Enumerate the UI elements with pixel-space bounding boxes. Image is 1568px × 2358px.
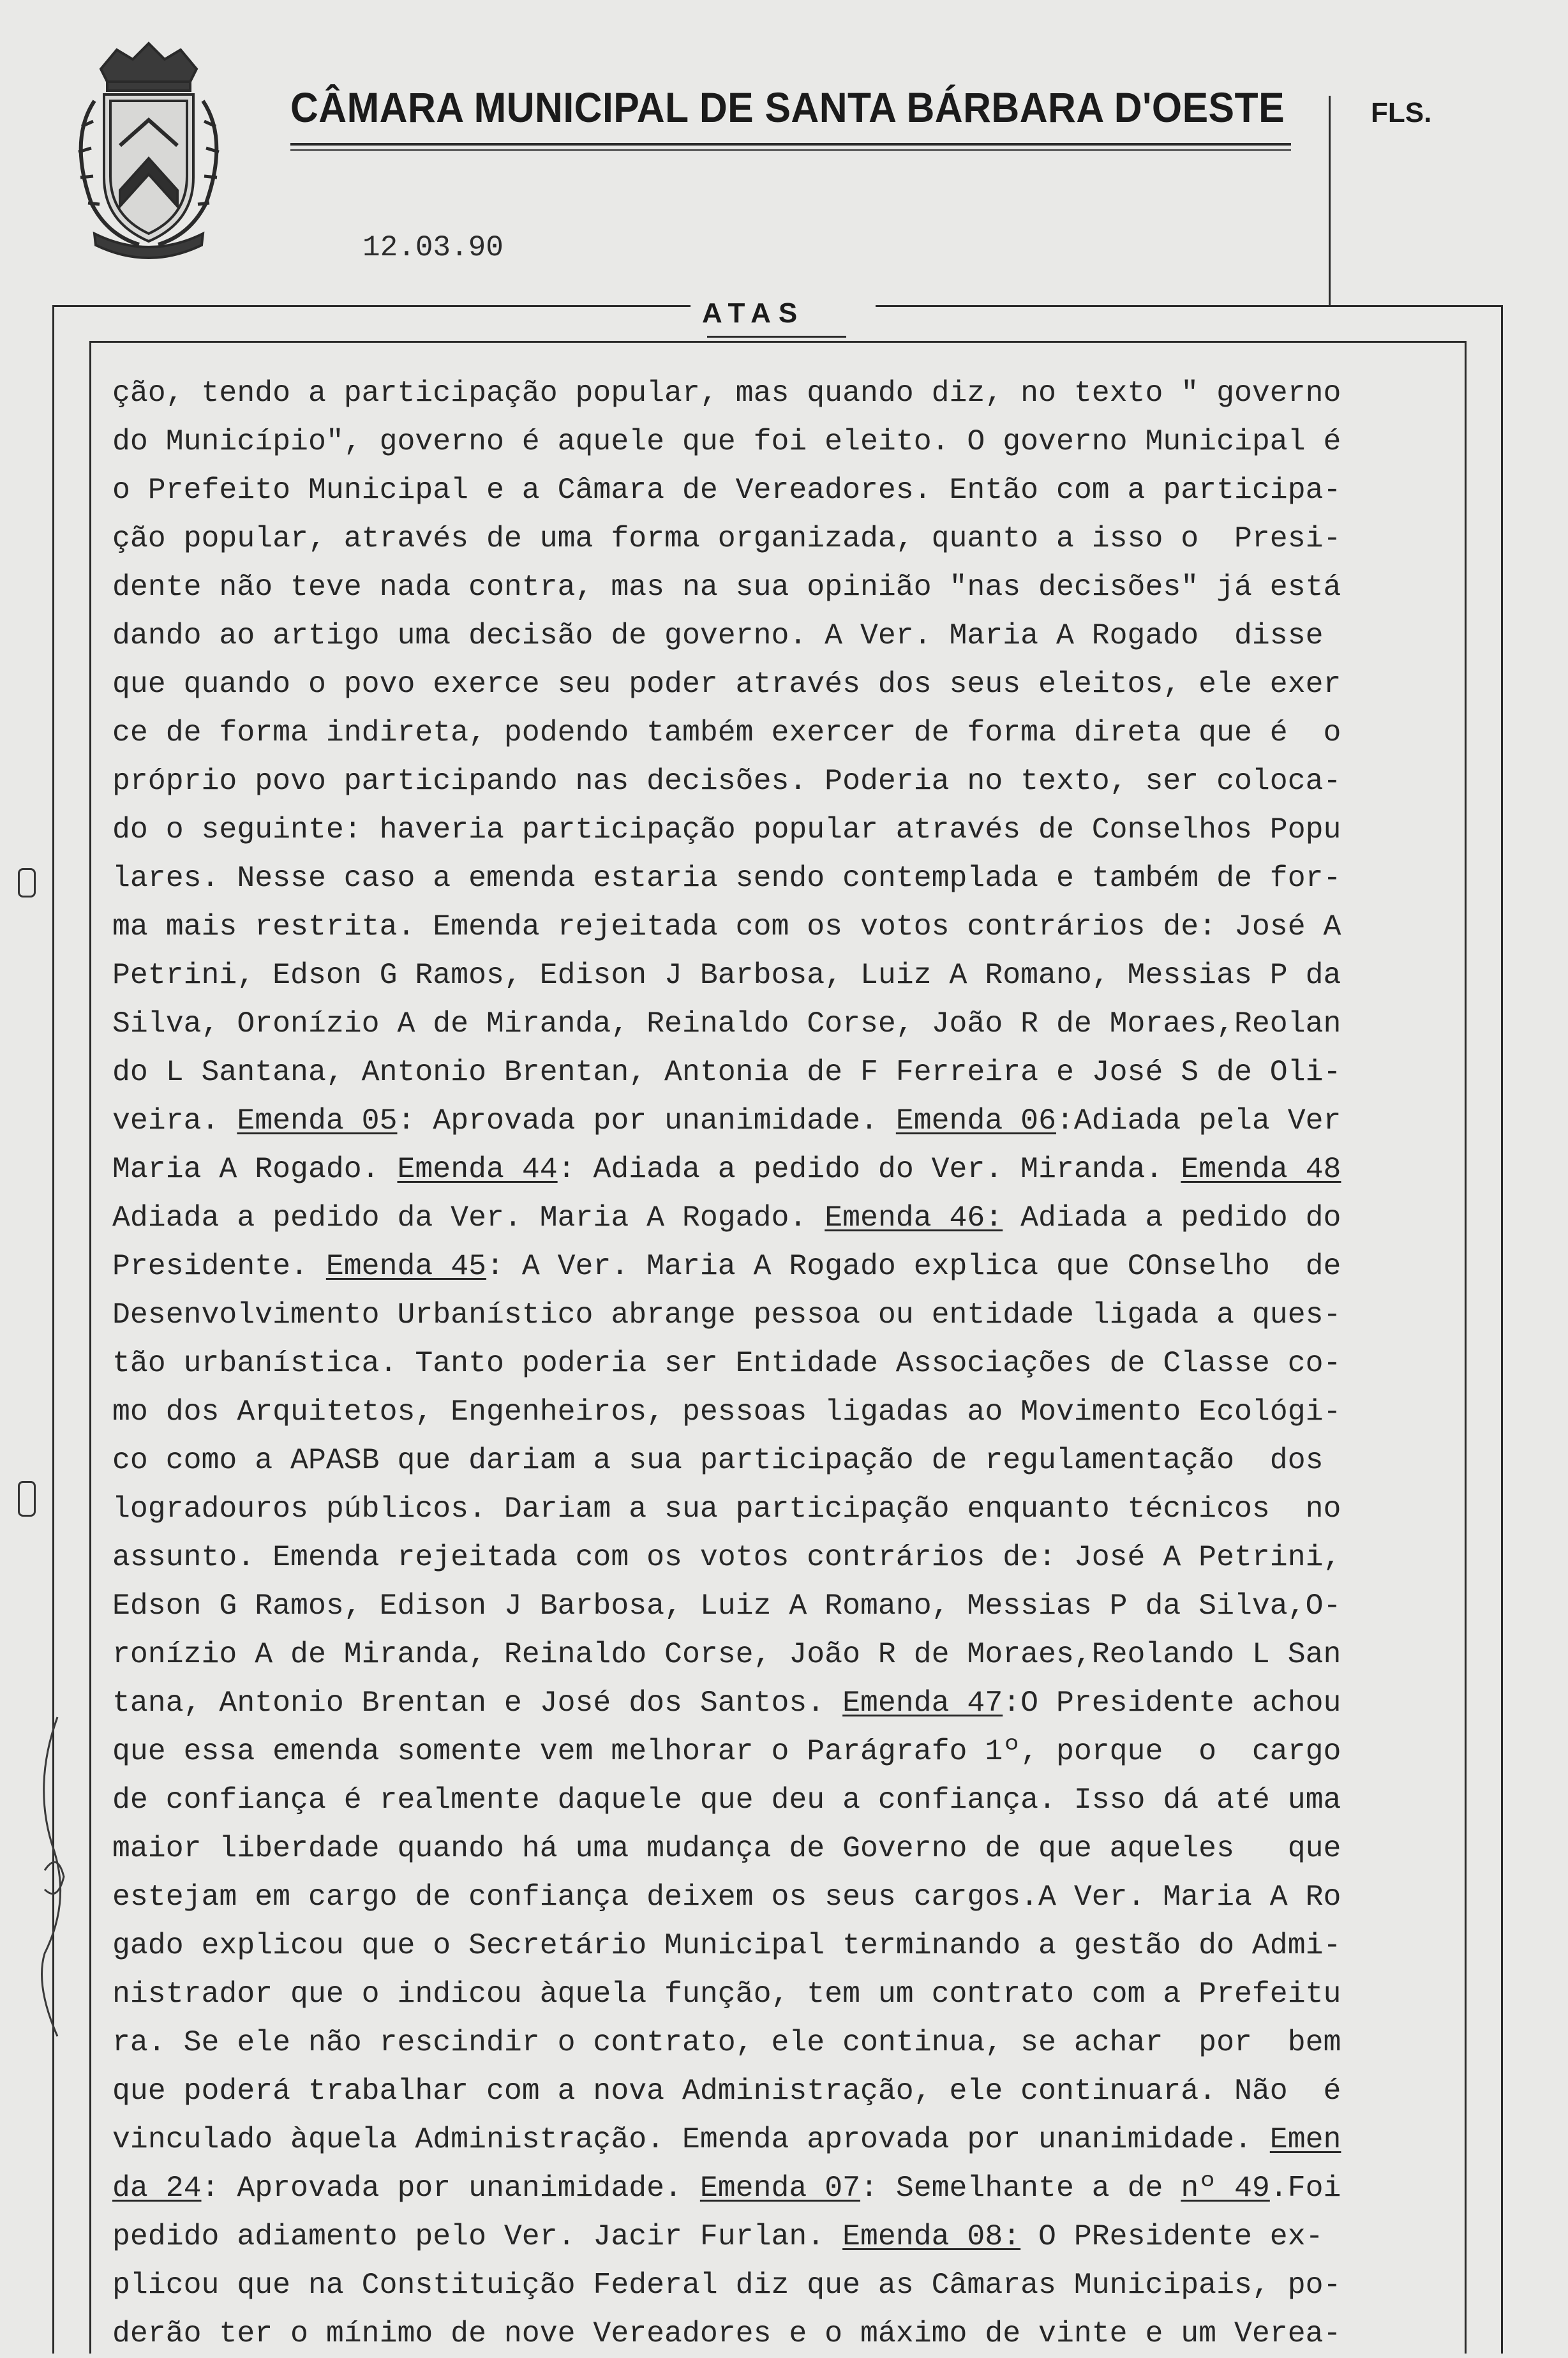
text-line (112, 369, 1459, 417)
text-line (112, 514, 1459, 563)
municipal-crest-icon (56, 31, 241, 260)
text-line (112, 563, 1459, 612)
text-segment: Edson G Ramos, Edison J Barbosa, Luiz A Romano, Messias P da Silva,O- (112, 1589, 1341, 1623)
text-line (112, 1970, 1459, 2018)
section-title-underline (707, 336, 846, 338)
text-segment: ronízio A de Miranda, Reinaldo Corse, João R de Moraes,Reolando L San (112, 1637, 1341, 1671)
text-line (112, 1630, 1459, 1679)
amendment-reference: Emenda 47 (842, 1686, 1003, 1720)
institution-title: CÂMARA MUNICIPAL DE SANTA BÁRBARA D'OESTE (290, 84, 1285, 131)
amendment-reference: Emenda 08: (842, 2219, 1021, 2253)
frame-inner-right (1465, 341, 1467, 2354)
text-segment: dente não teve nada contra, mas na sua opinião "nas decisões" já está (112, 570, 1341, 604)
text-line (112, 1194, 1459, 1242)
text-segment: Maria A Rogado. (112, 1152, 398, 1186)
text-line (112, 854, 1459, 903)
text-segment: gado explicou que o Secretário Municipal terminando a gestão do Admi- (112, 1928, 1341, 1962)
text-segment: veira. (112, 1104, 237, 1138)
text-segment: : Aprovada por unanimidade. (201, 2171, 700, 2205)
text-line (112, 1388, 1459, 1436)
text-line (112, 2018, 1459, 2067)
text-segment: Adiada a pedido do (1003, 1201, 1341, 1235)
text-segment: ção popular, através de uma forma organizada, quanto a isso o Presi- (112, 522, 1341, 555)
text-line (112, 1097, 1459, 1145)
text-segment: : Semelhante a de (860, 2171, 1181, 2205)
fls-label: FLS. (1371, 97, 1432, 128)
document-date: 12.03.90 (362, 231, 504, 264)
text-line (112, 1145, 1459, 1194)
text-segment: de confiança é realmente daquele que deu a confiança. Isso dá até uma (112, 1783, 1341, 1817)
amendment-reference: Emenda 44 (397, 1152, 558, 1186)
text-segment: Presidente. (112, 1249, 326, 1283)
text-segment: do Município", governo é aquele que foi eleito. O governo Municipal é (112, 424, 1341, 458)
text-segment: derão ter o mínimo de nove Vereadores e o máximo de vinte e um Verea- (112, 2317, 1341, 2350)
text-line (112, 903, 1459, 951)
text-segment: pedido adiamento pelo Ver. Jacir Furlan. (112, 2219, 843, 2253)
text-line (112, 1000, 1459, 1048)
frame-outer-left (52, 305, 54, 2354)
text-line (112, 1048, 1459, 1097)
text-line (112, 1824, 1459, 1873)
frame-inner-top (89, 341, 1465, 343)
text-line (112, 1291, 1459, 1339)
text-line (112, 2261, 1459, 2309)
text-segment: vinculado àquela Administração. Emenda aprovada por unanimidade. (112, 2122, 1270, 2156)
text-line (112, 806, 1459, 854)
binding-hole-mark (18, 1481, 36, 1517)
section-rule-left (52, 305, 691, 307)
amendment-reference: Emenda 46: (825, 1201, 1003, 1235)
text-segment: estejam em cargo de confiança deixem os seus cargos.A Ver. Maria A Ro (112, 1880, 1341, 1914)
header-rule-thick (290, 143, 1291, 146)
text-line (112, 1436, 1459, 1485)
text-segment: : A Ver. Maria A Rogado explica que COnselho de (486, 1249, 1341, 1283)
text-segment: assunto. Emenda rejeitada com os votos contrários de: José A Petrini, (112, 1540, 1341, 1574)
minutes-body-text (112, 369, 1459, 2358)
text-segment: ce de forma indireta, podendo também exercer de forma direta que é o (112, 716, 1341, 749)
margin-signature-icon (19, 1711, 77, 2043)
text-segment: o Prefeito Municipal e a Câmara de Vereadores. Então com a participa- (112, 473, 1341, 507)
amendment-reference: nº 49 (1181, 2171, 1270, 2205)
frame-inner-left (89, 341, 91, 2354)
text-segment: :O Presidente achou (1003, 1686, 1341, 1720)
text-segment: logradouros públicos. Dariam a sua participação enquanto técnicos no (112, 1492, 1341, 1526)
text-line (112, 1873, 1459, 1921)
text-segment: maior liberdade quando há uma mudança de Governo de que aqueles que (112, 1831, 1341, 1865)
text-line (112, 2115, 1459, 2164)
text-line (112, 1679, 1459, 1727)
text-line (112, 1582, 1459, 1630)
text-segment: Petrini, Edson G Ramos, Edison J Barbosa, Luiz A Romano, Messias P da (112, 958, 1341, 992)
text-line (112, 709, 1459, 757)
text-line (112, 2309, 1459, 2358)
text-line (112, 951, 1459, 1000)
text-segment: nistrador que o indicou àquela função, tem um contrato com a Prefeitu (112, 1977, 1341, 2011)
text-segment: ma mais restrita. Emenda rejeitada com os votos contrários de: José A (112, 910, 1341, 943)
text-segment: tana, Antonio Brentan e José dos Santos. (112, 1686, 843, 1720)
frame-outer-right (1501, 305, 1503, 2354)
text-line (112, 757, 1459, 806)
text-segment: que quando o povo exerce seu poder através dos seus eleitos, ele exer (112, 667, 1341, 701)
text-line (112, 612, 1459, 660)
header-divider (1329, 96, 1331, 306)
amendment-reference: Emenda 48 (1181, 1152, 1341, 1186)
text-segment: do o seguinte: haveria participação popular através de Conselhos Popu (112, 813, 1341, 846)
text-segment: :Adiada pela Ver (1056, 1104, 1341, 1138)
binding-hole-mark (18, 868, 36, 897)
text-line (112, 1921, 1459, 1970)
text-line (112, 2164, 1459, 2212)
text-segment: ra. Se ele não rescindir o contrato, ele continua, se achar por bem (112, 2025, 1341, 2059)
text-line (112, 466, 1459, 514)
text-line (112, 1533, 1459, 1582)
text-segment: Desenvolvimento Urbanístico abrange pessoa ou entidade ligada a ques- (112, 1298, 1341, 1332)
amendment-reference: Emen (1269, 2122, 1341, 2156)
text-segment: : Adiada a pedido do Ver. Miranda. (557, 1152, 1181, 1186)
text-segment: que essa emenda somente vem melhorar o Parágrafo 1º, porque o cargo (112, 1734, 1341, 1768)
text-segment: : Aprovada por unanimidade. (397, 1104, 896, 1138)
text-line (112, 2067, 1459, 2115)
text-line (112, 1242, 1459, 1291)
amendment-reference: Emenda 05 (237, 1104, 398, 1138)
text-segment: .Foi (1269, 2171, 1341, 2205)
text-segment: Silva, Oronízio A de Miranda, Reinaldo Corse, João R de Moraes,Reolan (112, 1007, 1341, 1040)
text-segment: Adiada a pedido da Ver. Maria A Rogado. (112, 1201, 825, 1235)
text-segment: lares. Nesse caso a emenda estaria sendo contemplada e também de for- (112, 861, 1341, 895)
text-segment: plicou que na Constituição Federal diz que as Câmaras Municipais, po- (112, 2268, 1341, 2302)
text-segment: mo dos Arquitetos, Engenheiros, pessoas ligadas ao Movimento Ecológi- (112, 1395, 1341, 1429)
section-title: ATAS (702, 297, 805, 329)
text-line (112, 660, 1459, 709)
amendment-reference: Emenda 06 (895, 1104, 1056, 1138)
text-line (112, 1485, 1459, 1533)
text-line (112, 417, 1459, 466)
text-segment: ção, tendo a participação popular, mas quando diz, no texto " governo (112, 376, 1341, 410)
text-segment: próprio povo participando nas decisões. Poderia no texto, ser coloca- (112, 764, 1341, 798)
amendment-reference: da 24 (112, 2171, 202, 2205)
text-line (112, 1339, 1459, 1388)
header-rule-thin (290, 149, 1291, 151)
text-segment: co como a APASB que dariam a sua participação de regulamentação dos (112, 1443, 1324, 1477)
section-rule-right (876, 305, 1502, 307)
text-segment: tão urbanística. Tanto poderia ser Entidade Associações de Classe co- (112, 1346, 1341, 1380)
text-line (112, 2212, 1459, 2261)
text-segment: do L Santana, Antonio Brentan, Antonia de F Ferreira e José S de Oli- (112, 1055, 1341, 1089)
text-segment: O PResidente ex- (1020, 2219, 1324, 2253)
text-line (112, 1776, 1459, 1824)
text-segment: dando ao artigo uma decisão de governo. A Ver. Maria A Rogado disse (112, 619, 1324, 652)
text-line (112, 1727, 1459, 1776)
amendment-reference: Emenda 07 (699, 2171, 861, 2205)
text-segment: que poderá trabalhar com a nova Administração, ele continuará. Não é (112, 2074, 1341, 2108)
amendment-reference: Emenda 45 (325, 1249, 487, 1283)
